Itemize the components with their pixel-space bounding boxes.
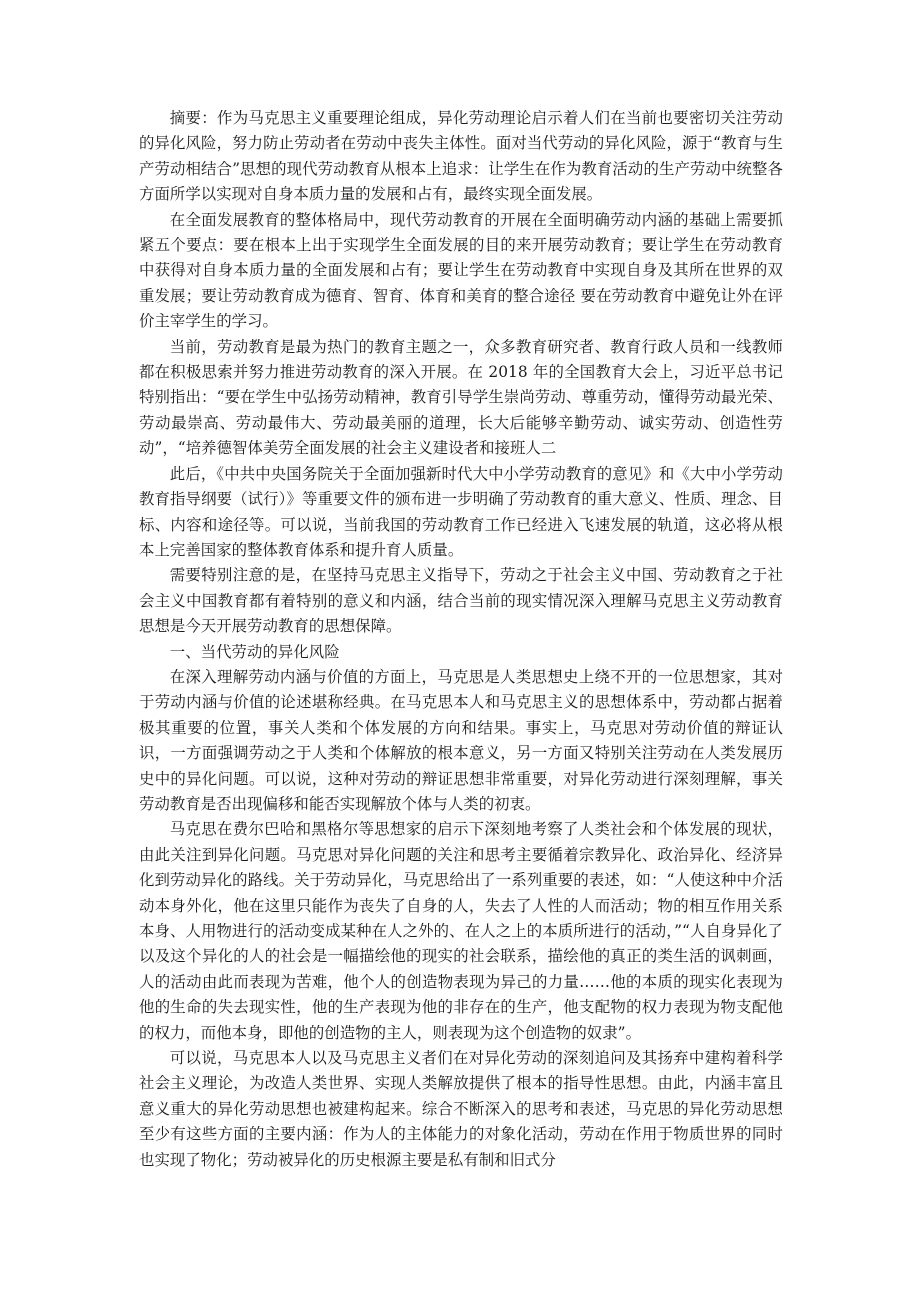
body-paragraph: 此后，《中共中央国务院关于全面加强新时代大中小学劳动教育的意见》和《大中小学劳动教育指导纲要（试行）》等重要文件的颁布进一步明确了劳动教育的重大意义、性质、理念、目标、内容和途径等。可以说，当前我国的劳动教育工作已经进入飞速发展的轨道，这必将从根本上完善国家的整体教育体系和提升育人质量。	[139, 464, 783, 559]
abstract-paragraph: 摘要：作为马克思主义重要理论组成，异化劳动理论启示着人们在当前也要密切关注劳动的异化风险，努力防止劳动者在劳动中丧失主体性。面对当代劳动的异化风险，源于“教育与生产劳动相结合”思想的现代劳动教育从根本上追求：让学生在作为教育活动的生产劳动中统整各方面所学以实现对自身本质力量的发展和占有，最终实现全面发展。	[139, 109, 783, 204]
body-paragraph: 当前，劳动教育是最为热门的教育主题之一，众多教育研究者、教育行政人员和一线教师都在积极思索并努力推进劳动教育的深入开展。在 2018 年的全国教育大会上，习近平总书记特别指出：“要在学生中弘扬劳动精神，教育引导学生崇尚劳动、尊重劳动，懂得劳动最光荣、劳动最崇高、劳动最伟大、劳动最美丽的道理，长大后能够辛勤劳动、诚实劳动、创造性劳动”，“培养德智体美劳全面发展的社会主义建设者和接班人二	[139, 337, 783, 458]
body-paragraph: 马克思在费尔巴哈和黑格尔等思想家的启示下深刻地考察了人类社会和个体发展的现状，由此关注到异化问题。马克思对异化问题的关注和思考主要循着宗教异化、政治异化、经济异化到劳动异化的路线。关于劳动异化，马克思给出了一系列重要的表述，如：“人使这种中介活动本身外化，他在这里只能作为丧失了自身的人，失去了人性的人而活动；物的相互作用关系本身、人用物进行的活动变成某种在人之外的、在人之上的本质所进行的活动，”“人自身异化了以及这个异化的人的社会是一幅描绘他的现实的社会联系，描绘他的真正的类生活的讽刺画，人的活动由此而表现为苦难，他个人的创造物表现为异己的力量……他的本质的现实化表现为他的生命的失去现实性，他的生产表现为他的非存在的生产，他支配物的权力表现为物支配他的权力，而他本身，即他的创造物的主人，则表现为这个创造物的奴隶”。	[139, 820, 783, 1042]
section-heading: 一、当代劳动的异化风险	[169, 642, 340, 661]
body-paragraph: 需要特别注意的是，在坚持马克思主义指导下，劳动之于社会主义中国、劳动教育之于社会主义中国教育都有着特别的意义和内涵，结合当前的现实情况深入理解马克思主义劳动教育思想是今天开展劳动教育的思想保障。	[139, 566, 783, 636]
body-paragraph: 在深入理解劳动内涵与价值的方面上，马克思是人类思想史上绕不开的一位思想家，其对于劳动内涵与价值的论述堪称经典。在马克思本人和马克思主义的思想体系中，劳动都占据着极其重要的位置，事关人类和个体发展的方向和结果。事实上，马克思对劳动价值的辩证认识，一方面强调劳动之于人类和个体解放的根本意义，另一方面又特别关注劳动在人类发展历史中的异化问题。可以说，这种对劳动的辩证思想非常重要，对异化劳动进行深刻理解，事关劳动教育是否出现偏移和能否实现解放个体与人类的初衷。	[139, 667, 783, 813]
body-paragraph: 可以说，马克思本人以及马克思主义者们在对异化劳动的深刻追问及其扬弃中建构着科学社会主义理论，为改造人类世界、实现人类解放提供了根本的指导性思想。由此，内涵丰富且意义重大的异化劳动思想也被建构起来。综合不断深入的思考和表述，马克思的异化劳动思想至少有这些方面的主要内涵：作为人的主体能力的对象化活动，劳动在作用于物质世界的同时也实现了物化；劳动被异化的历史根源主要是私有制和旧式分	[139, 1049, 783, 1169]
body-paragraph: 在全面发展教育的整体格局中，现代劳动教育的开展在全面明确劳动内涵的基础上需要抓紧五个要点：要在根本上出于实现学生全面发展的目的来开展劳动教育；要让学生在劳动教育中获得对自身本质力量的全面发展和占有；要让学生在劳动教育中实现自身及其所在世界的双重发展；要让劳动教育成为德育、智育、体育和美育的整合途径 要在劳动教育中避免让外在评价主宰学生的学习。	[139, 210, 783, 331]
document-body	[139, 106, 783, 1173]
